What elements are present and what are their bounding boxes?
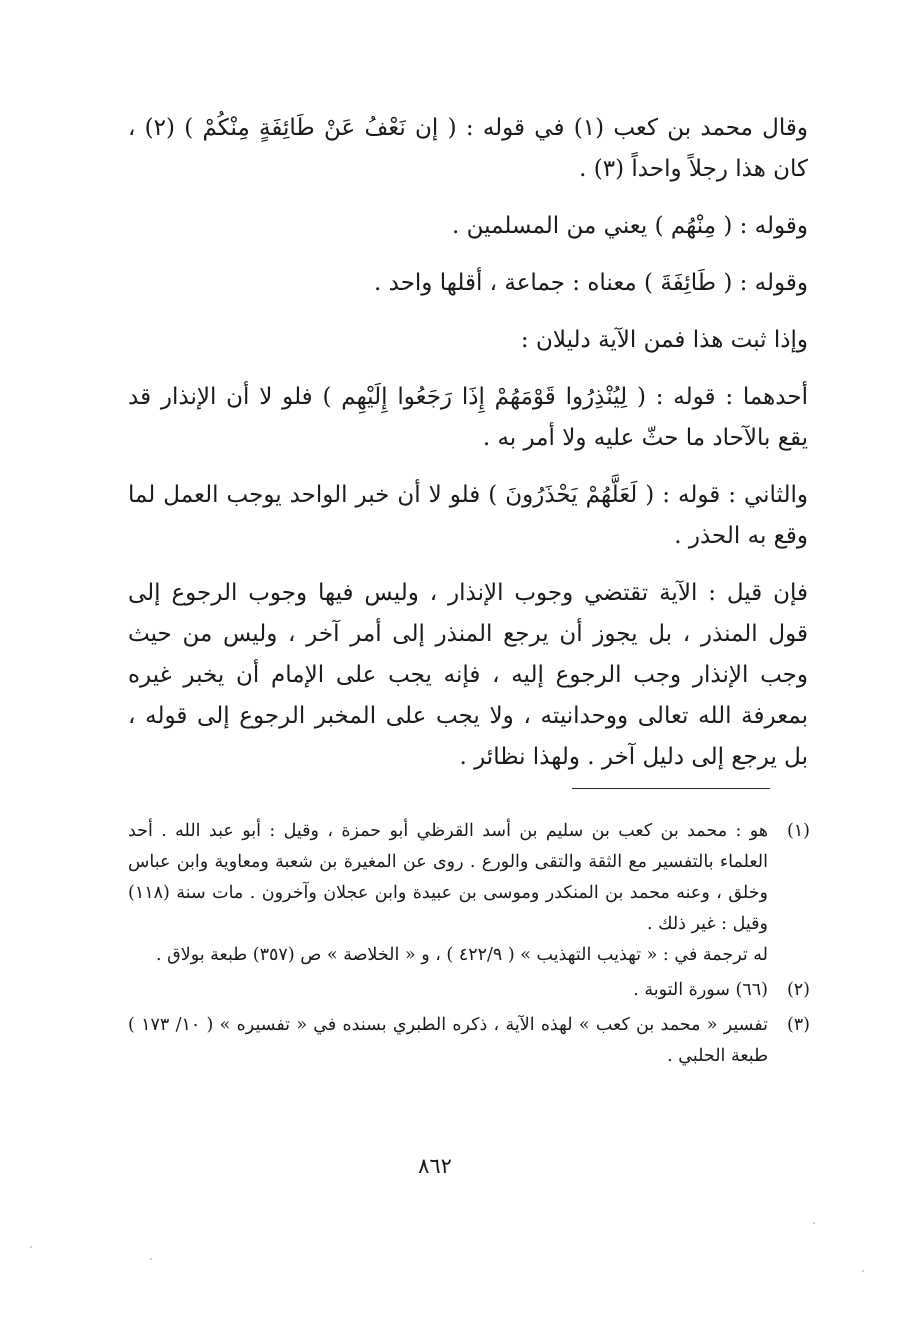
footnotes-section — [128, 816, 810, 1076]
paragraph: وقوله : ( طَائِفَةَ ) معناه : جماعة ، أقلها واحد . — [374, 270, 808, 296]
footnote-divider — [572, 788, 770, 789]
paragraph: فإن قيل : الآية تقتضي وجوب الإنذار ، وليس فيها وجوب الرجوع إلى قول المنذر ، بل يجوز أن يرجع المنذر إلى أمر آخر ، وليس من حيث وجب الإنذار وجب الرجوع إليه ، فإنه يجب على الإمام أن يخبر غيره بمعرفة الله تعالى ووحدانيته ، ولا يجب على المخبر الرجوع إلى قوله ، بل يرجع إلى دليل آخر . ولهذا نظائر . — [128, 580, 808, 770]
footnote-text: تفسير « محمد بن كعب » لهذه الآية ، ذكره الطبري بسنده في « تفسيره » ( ١٠/ ١٧٣ ) طبعة الحلبي . — [128, 1015, 768, 1066]
paragraph: وقوله : ( مِنْهُم ) يعني من المسلمين . — [452, 213, 808, 239]
scan-speck — [150, 1258, 152, 1260]
paragraph: وقال محمد بن كعب (١) في قوله : ( إن نَعْفُ عَنْ طَائِفَةٍ مِنْكُمْ ) (٢) ، كان هذا رجلاً واحداً (٣) . — [128, 115, 808, 182]
footnote-item — [128, 975, 810, 1006]
paragraph: وإذا ثبت هذا فمن الآية دليلان : — [520, 327, 808, 353]
scan-speck — [30, 1246, 32, 1248]
footnote-text: (٦٦) سورة التوبة . — [633, 980, 768, 1000]
page-number: ٨٦٢ — [418, 1154, 452, 1178]
scan-speck — [862, 1270, 864, 1272]
footnote-number: (٣) — [786, 1015, 810, 1035]
footnote-body — [128, 975, 768, 1006]
scan-speck — [813, 1222, 815, 1224]
paragraph: والثاني : قوله : ( لَعَلَّهُمْ يَحْذَرُونَ ) فلو لا أن خبر الواحد يوجب العمل لما وقع به الحذر . — [128, 482, 808, 549]
footnote-item — [128, 1010, 810, 1072]
footnote-text: له ترجمة في : « تهذيب التهذيب » ( ٤٢٢/٩ ) ، و « الخلاصة » ص (٣٥٧) طبعة بولاق . — [156, 945, 768, 965]
main-text-block — [128, 108, 808, 794]
paragraph: أحدهما : قوله : ( لِيُنْذِرُوا قَوْمَهُمْ إِذَا رَجَعُوا إِلَيْهِم ) فلو لا أن الإنذار قد يقع بالآحاد ما حثّ عليه ولا أمر به . — [128, 384, 808, 451]
footnote-body — [128, 816, 768, 971]
footnote-number: (١) — [786, 821, 810, 841]
footnote-item — [128, 816, 810, 971]
footnote-number: (٢) — [786, 980, 810, 1000]
footnote-text: هو : محمد بن كعب بن سليم بن أسد القرظي أبو حمزة ، وقيل : أبو عبد الله . أحد العلماء بالتفسير مع الثقة والتقى والورع . روى عن المغيرة بن شعبة ومعاوية وابن عباس وخلق ، وعنه محمد بن المنكدر وموسى بن عبيدة وابن عجلان وآخرون . مات سنة (١١٨) وقيل : غير ذلك . — [128, 821, 768, 934]
footnote-body — [128, 1010, 768, 1072]
